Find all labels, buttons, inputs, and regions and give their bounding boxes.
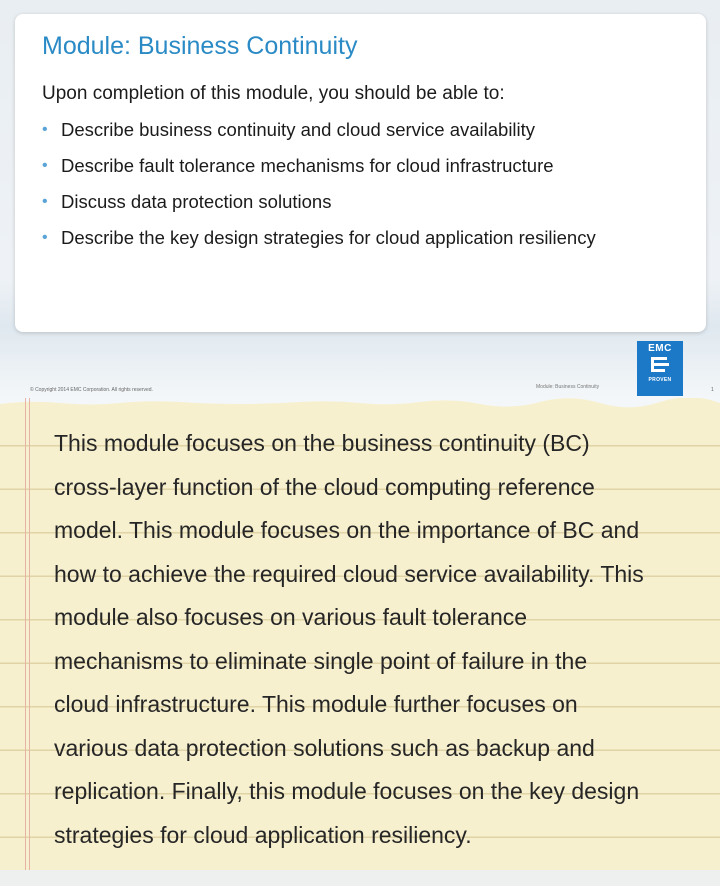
objective-text: Describe the key design strategies for cloud application resiliency xyxy=(61,227,596,248)
objective-text: Describe fault tolerance mechanisms for cloud infrastructure xyxy=(61,155,554,176)
notes-line: module also focuses on various fault tolerance xyxy=(54,604,528,630)
objective-text: Discuss data protection solutions xyxy=(61,191,332,212)
emc-logo-subtext: PROVEN xyxy=(648,377,672,383)
objective-item xyxy=(42,226,596,262)
notes-panel xyxy=(0,398,720,870)
notes-line: mechanisms to eliminate single point of failure in the xyxy=(54,647,588,674)
slide-title: Module: Business Continuity xyxy=(42,32,358,60)
slide-page-number: 1 xyxy=(711,387,714,393)
notes-line: strategies for cloud application resiliency. xyxy=(54,821,472,848)
emc-logo-text: EMC xyxy=(648,343,672,354)
margin-rule xyxy=(25,398,26,870)
notes-line: various data protection solutions such as backup and xyxy=(54,734,595,761)
bullet-icon: • xyxy=(42,229,48,246)
margin-rule xyxy=(29,398,30,870)
notes-line: cross-layer function of the cloud computing reference xyxy=(54,473,595,500)
footer-module-name: Module: Business Continuity xyxy=(536,384,600,390)
bullet-icon: • xyxy=(42,193,48,210)
objectives-list xyxy=(42,118,596,262)
notes-text xyxy=(54,422,704,857)
emc-logo xyxy=(637,341,683,396)
slide xyxy=(0,0,720,398)
bottom-bar xyxy=(0,870,720,886)
objective-item xyxy=(42,190,596,226)
objective-text: Describe business continuity and cloud service availability xyxy=(61,119,536,140)
footer-copyright: © Copyright 2014 EMC Corporation. All rights reserved. xyxy=(30,387,153,393)
objective-item xyxy=(42,118,596,154)
notes-line: replication. Finally, this module focuses on the key design xyxy=(54,778,640,804)
bullet-icon: • xyxy=(42,121,48,138)
torn-edge xyxy=(0,398,720,408)
notes-line: model. This module focuses on the importance of BC and xyxy=(54,517,640,543)
slide-intro: Upon completion of this module, you should be able to: xyxy=(42,83,505,104)
objective-item xyxy=(42,154,596,190)
bullet-icon: • xyxy=(42,157,48,174)
notes-line: This module focuses on the business continuity (BC) xyxy=(54,430,590,456)
notes-line: cloud infrastructure. This module further focuses on xyxy=(54,691,578,717)
emc-logo-mark-icon xyxy=(648,356,672,374)
notes-line: how to achieve the required cloud service availability. This xyxy=(54,560,644,587)
